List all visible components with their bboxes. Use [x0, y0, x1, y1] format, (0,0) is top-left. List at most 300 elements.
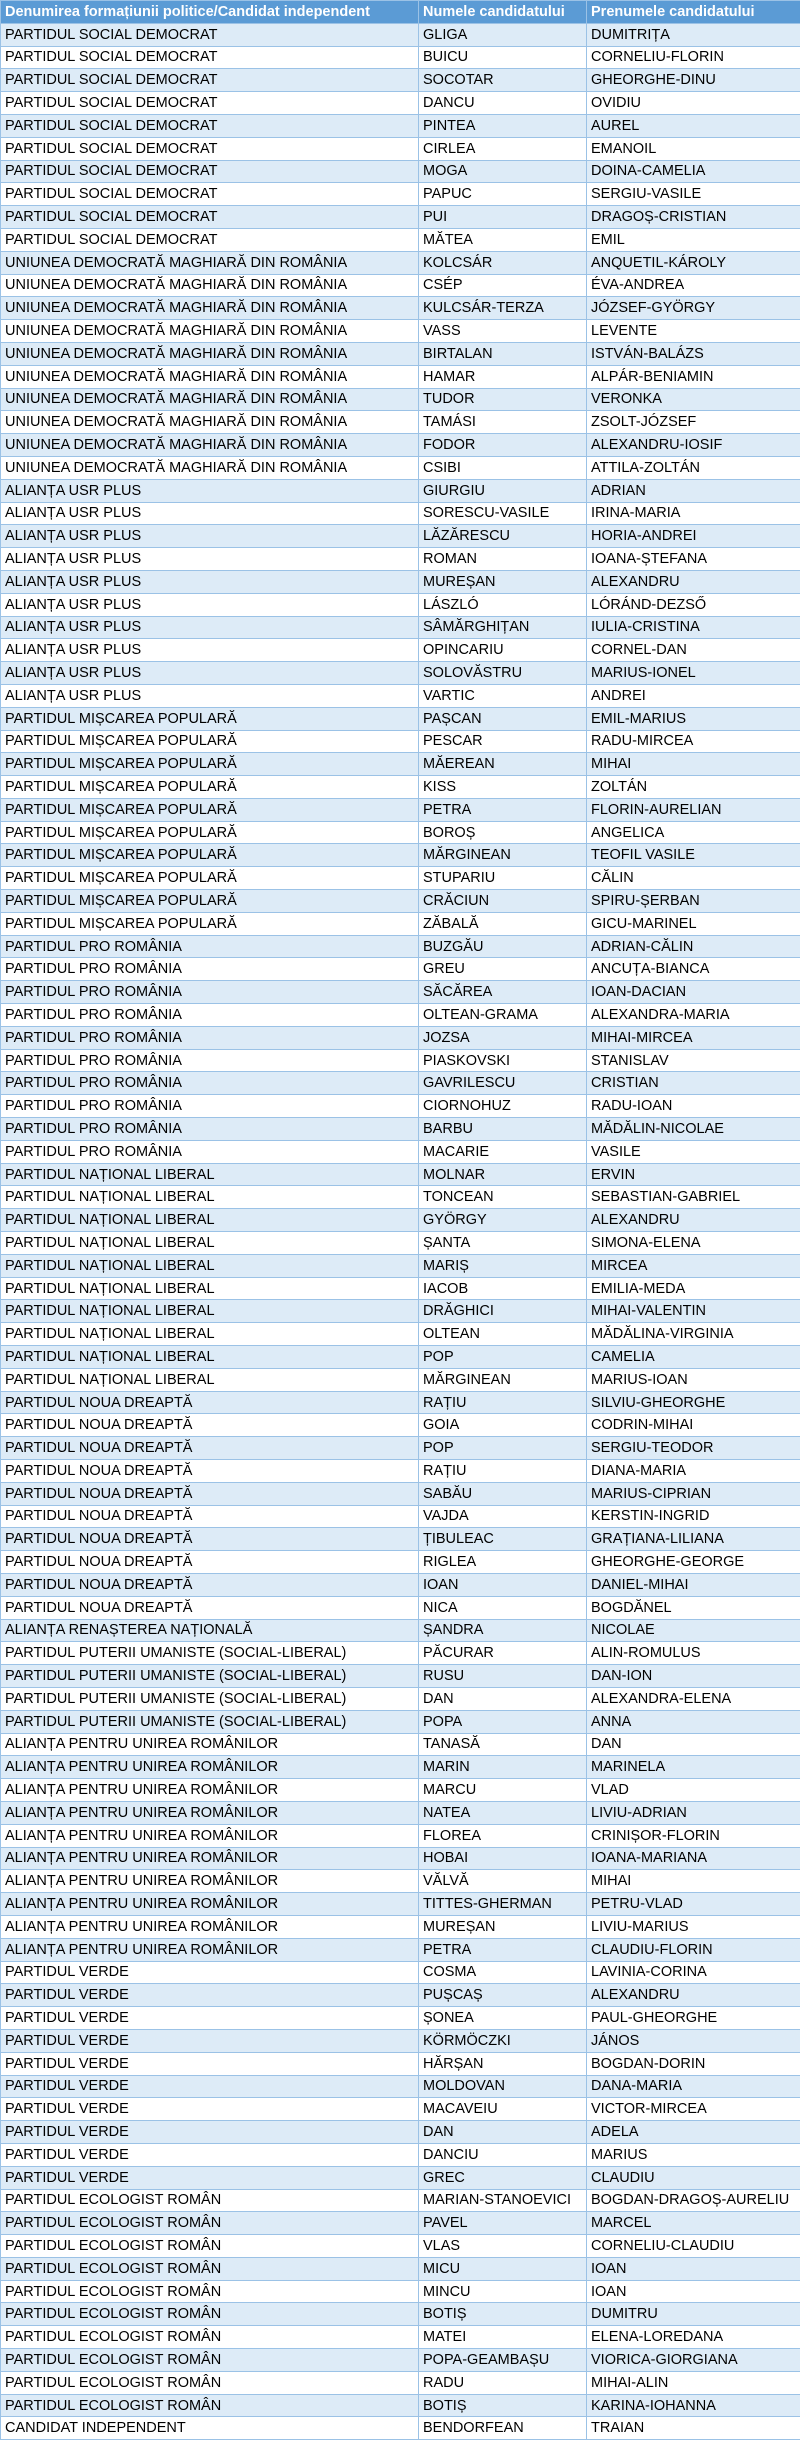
table-row	[1, 1893, 800, 1916]
cell-first-name: DANA-MARIA	[587, 2075, 800, 2098]
table-row	[1, 502, 800, 525]
cell-party: ALIANȚA PENTRU UNIREA ROMÂNILOR	[1, 1893, 419, 1916]
cell-first-name: ZOLTÁN	[587, 776, 800, 799]
cell-party: PARTIDUL NAȚIONAL LIBERAL	[1, 1346, 419, 1369]
table-row	[1, 1391, 800, 1414]
header-party: Denumirea formațiunii politice/Candidat independent	[1, 1, 419, 24]
cell-first-name: MARIUS-IONEL	[587, 662, 800, 685]
cell-last-name: FLOREA	[419, 1824, 587, 1847]
cell-first-name: BOGDAN-DORIN	[587, 2052, 800, 2075]
cell-first-name: ELENA-LOREDANA	[587, 2326, 800, 2349]
cell-party: PARTIDUL SOCIAL DEMOCRAT	[1, 92, 419, 115]
header-first-name: Prenumele candidatului	[587, 1, 800, 24]
cell-last-name: COSMA	[419, 1961, 587, 1984]
cell-last-name: MĂEREAN	[419, 753, 587, 776]
cell-last-name: VAJDA	[419, 1505, 587, 1528]
table-row	[1, 1049, 800, 1072]
cell-first-name: CĂLIN	[587, 867, 800, 890]
cell-first-name: RADU-MIRCEA	[587, 730, 800, 753]
table-row	[1, 981, 800, 1004]
table-row	[1, 411, 800, 434]
cell-party: PARTIDUL NOUA DREAPTĂ	[1, 1573, 419, 1596]
table-row	[1, 2371, 800, 2394]
table-row	[1, 935, 800, 958]
cell-first-name: SIMONA-ELENA	[587, 1232, 800, 1255]
table-row	[1, 1437, 800, 1460]
cell-party: ALIANȚA PENTRU UNIREA ROMÂNILOR	[1, 1733, 419, 1756]
cell-party: ALIANȚA USR PLUS	[1, 548, 419, 571]
cell-first-name: ISTVÁN-BALÁZS	[587, 342, 800, 365]
cell-first-name: MĂDĂLINA-VIRGINIA	[587, 1323, 800, 1346]
table-row	[1, 1026, 800, 1049]
table-row	[1, 1277, 800, 1300]
cell-last-name: GYÖRGY	[419, 1209, 587, 1232]
table-row	[1, 548, 800, 571]
cell-last-name: MUREȘAN	[419, 570, 587, 593]
cell-party: PARTIDUL MIȘCAREA POPULARĂ	[1, 707, 419, 730]
cell-last-name: VASS	[419, 320, 587, 343]
cell-last-name: VĂLVĂ	[419, 1870, 587, 1893]
cell-party: UNIUNEA DEMOCRATĂ MAGHIARĂ DIN ROMÂNIA	[1, 411, 419, 434]
table-row	[1, 2349, 800, 2372]
cell-party: UNIUNEA DEMOCRATĂ MAGHIARĂ DIN ROMÂNIA	[1, 388, 419, 411]
cell-last-name: IOAN	[419, 1573, 587, 1596]
table-row	[1, 206, 800, 229]
cell-party: PARTIDUL ECOLOGIST ROMÂN	[1, 2326, 419, 2349]
cell-first-name: ADELA	[587, 2121, 800, 2144]
cell-first-name: MIRCEA	[587, 1254, 800, 1277]
cell-last-name: RUSU	[419, 1665, 587, 1688]
table-row	[1, 593, 800, 616]
cell-first-name: HORIA-ANDREI	[587, 525, 800, 548]
cell-last-name: BOROȘ	[419, 821, 587, 844]
table-row	[1, 2029, 800, 2052]
cell-party: PARTIDUL ECOLOGIST ROMÂN	[1, 2212, 419, 2235]
cell-party: ALIANȚA PENTRU UNIREA ROMÂNILOR	[1, 1779, 419, 1802]
cell-first-name: CORNEL-DAN	[587, 639, 800, 662]
cell-first-name: TEOFIL VASILE	[587, 844, 800, 867]
cell-last-name: PIASKOVSKI	[419, 1049, 587, 1072]
table-row	[1, 388, 800, 411]
cell-first-name: ALIN-ROMULUS	[587, 1642, 800, 1665]
cell-party: ALIANȚA PENTRU UNIREA ROMÂNILOR	[1, 1938, 419, 1961]
cell-first-name: DANIEL-MIHAI	[587, 1573, 800, 1596]
table-row	[1, 912, 800, 935]
table-row	[1, 844, 800, 867]
table-row	[1, 570, 800, 593]
table-row	[1, 1642, 800, 1665]
cell-last-name: CSIBI	[419, 456, 587, 479]
table-row	[1, 958, 800, 981]
cell-party: PARTIDUL MIȘCAREA POPULARĂ	[1, 798, 419, 821]
cell-party: PARTIDUL SOCIAL DEMOCRAT	[1, 46, 419, 69]
cell-last-name: PAPUC	[419, 183, 587, 206]
cell-last-name: GREC	[419, 2166, 587, 2189]
cell-party: PARTIDUL NAȚIONAL LIBERAL	[1, 1254, 419, 1277]
cell-party: PARTIDUL PRO ROMÂNIA	[1, 1118, 419, 1141]
table-row	[1, 23, 800, 46]
table-row	[1, 1346, 800, 1369]
cell-last-name: TAMÁSI	[419, 411, 587, 434]
cell-last-name: SORESCU-VASILE	[419, 502, 587, 525]
cell-party: ALIANȚA PENTRU UNIREA ROMÂNILOR	[1, 1870, 419, 1893]
cell-last-name: DAN	[419, 1687, 587, 1710]
table-row	[1, 639, 800, 662]
cell-first-name: ALEXANDRU	[587, 1984, 800, 2007]
table-row	[1, 297, 800, 320]
cell-last-name: NICA	[419, 1596, 587, 1619]
cell-party: PARTIDUL NAȚIONAL LIBERAL	[1, 1163, 419, 1186]
table-row	[1, 867, 800, 890]
table-row	[1, 2235, 800, 2258]
cell-last-name: TANASĂ	[419, 1733, 587, 1756]
cell-last-name: KISS	[419, 776, 587, 799]
cell-party: PARTIDUL NOUA DREAPTĂ	[1, 1414, 419, 1437]
table-row	[1, 525, 800, 548]
cell-party: PARTIDUL VERDE	[1, 2052, 419, 2075]
table-row	[1, 1801, 800, 1824]
cell-last-name: FODOR	[419, 434, 587, 457]
cell-first-name: ADRIAN	[587, 479, 800, 502]
cell-party: UNIUNEA DEMOCRATĂ MAGHIARĂ DIN ROMÂNIA	[1, 297, 419, 320]
cell-first-name: IOANA-ȘTEFANA	[587, 548, 800, 571]
cell-party: PARTIDUL SOCIAL DEMOCRAT	[1, 206, 419, 229]
table-row	[1, 2326, 800, 2349]
cell-first-name: MARINELA	[587, 1756, 800, 1779]
cell-last-name: BENDORFEAN	[419, 2417, 587, 2440]
cell-party: PARTIDUL PRO ROMÂNIA	[1, 1072, 419, 1095]
table-row	[1, 2212, 800, 2235]
cell-first-name: CORNELIU-FLORIN	[587, 46, 800, 69]
cell-first-name: OVIDIU	[587, 92, 800, 115]
cell-last-name: POP	[419, 1437, 587, 1460]
cell-last-name: KOLCSÁR	[419, 251, 587, 274]
cell-first-name: VASILE	[587, 1140, 800, 1163]
table-row	[1, 2052, 800, 2075]
cell-party: ALIANȚA USR PLUS	[1, 525, 419, 548]
table-row	[1, 1756, 800, 1779]
cell-first-name: MARIUS	[587, 2143, 800, 2166]
cell-last-name: MUREȘAN	[419, 1915, 587, 1938]
cell-last-name: PUI	[419, 206, 587, 229]
cell-party: PARTIDUL NOUA DREAPTĂ	[1, 1391, 419, 1414]
cell-first-name: MARIUS-IOAN	[587, 1368, 800, 1391]
table-row	[1, 1209, 800, 1232]
cell-last-name: SOCOTAR	[419, 69, 587, 92]
table-row	[1, 798, 800, 821]
cell-last-name: MOLNAR	[419, 1163, 587, 1186]
cell-last-name: BUICU	[419, 46, 587, 69]
cell-first-name: LIVIU-MARIUS	[587, 1915, 800, 1938]
table-row	[1, 2098, 800, 2121]
cell-first-name: MIHAI-VALENTIN	[587, 1300, 800, 1323]
cell-first-name: ALEXANDRA-ELENA	[587, 1687, 800, 1710]
table-row	[1, 1619, 800, 1642]
table-row	[1, 160, 800, 183]
cell-party: PARTIDUL PRO ROMÂNIA	[1, 1026, 419, 1049]
table-row	[1, 1163, 800, 1186]
table-row	[1, 1938, 800, 1961]
cell-last-name: CIORNOHUZ	[419, 1095, 587, 1118]
cell-party: PARTIDUL MIȘCAREA POPULARĂ	[1, 867, 419, 890]
cell-party: PARTIDUL NOUA DREAPTĂ	[1, 1551, 419, 1574]
table-row	[1, 821, 800, 844]
cell-party: PARTIDUL PRO ROMÂNIA	[1, 981, 419, 1004]
cell-first-name: SEBASTIAN-GABRIEL	[587, 1186, 800, 1209]
cell-first-name: IULIA-CRISTINA	[587, 616, 800, 639]
cell-last-name: MOGA	[419, 160, 587, 183]
cell-party: PARTIDUL VERDE	[1, 2007, 419, 2030]
cell-party: PARTIDUL MIȘCAREA POPULARĂ	[1, 821, 419, 844]
cell-first-name: MĂDĂLIN-NICOLAE	[587, 1118, 800, 1141]
cell-last-name: PETRA	[419, 798, 587, 821]
cell-last-name: DAN	[419, 2121, 587, 2144]
table-row	[1, 251, 800, 274]
cell-first-name: CLAUDIU-FLORIN	[587, 1938, 800, 1961]
cell-first-name: MIHAI	[587, 1870, 800, 1893]
cell-last-name: MĂRGINEAN	[419, 844, 587, 867]
table-body	[1, 23, 800, 2439]
cell-last-name: STUPARIU	[419, 867, 587, 890]
cell-last-name: GIURGIU	[419, 479, 587, 502]
cell-party: PARTIDUL VERDE	[1, 2143, 419, 2166]
table-row	[1, 92, 800, 115]
cell-last-name: OLTEAN	[419, 1323, 587, 1346]
table-row	[1, 365, 800, 388]
table-row	[1, 46, 800, 69]
cell-first-name: IOANA-MARIANA	[587, 1847, 800, 1870]
cell-last-name: MARCU	[419, 1779, 587, 1802]
table-row	[1, 2007, 800, 2030]
cell-last-name: OLTEAN-GRAMA	[419, 1004, 587, 1027]
cell-party: PARTIDUL SOCIAL DEMOCRAT	[1, 114, 419, 137]
cell-first-name: BOGDĂNEL	[587, 1596, 800, 1619]
cell-last-name: PINTEA	[419, 114, 587, 137]
table-row	[1, 228, 800, 251]
cell-party: ALIANȚA USR PLUS	[1, 684, 419, 707]
cell-last-name: PĂCURAR	[419, 1642, 587, 1665]
cell-first-name: EMILIA-MEDA	[587, 1277, 800, 1300]
table-row	[1, 1824, 800, 1847]
cell-last-name: SOLOVĂSTRU	[419, 662, 587, 685]
cell-last-name: GREU	[419, 958, 587, 981]
table-row	[1, 1186, 800, 1209]
cell-first-name: KERSTIN-INGRID	[587, 1505, 800, 1528]
table-row	[1, 1482, 800, 1505]
table-row	[1, 2303, 800, 2326]
table-row	[1, 114, 800, 137]
cell-last-name: MINCU	[419, 2280, 587, 2303]
cell-first-name: GHEORGHE-GEORGE	[587, 1551, 800, 1574]
table-row	[1, 434, 800, 457]
table-row	[1, 1551, 800, 1574]
cell-first-name: RADU-IOAN	[587, 1095, 800, 1118]
cell-first-name: ALEXANDRU	[587, 570, 800, 593]
cell-first-name: DAN	[587, 1733, 800, 1756]
cell-first-name: STANISLAV	[587, 1049, 800, 1072]
cell-last-name: PETRA	[419, 1938, 587, 1961]
cell-first-name: ANDREI	[587, 684, 800, 707]
cell-last-name: MARIN	[419, 1756, 587, 1779]
cell-first-name: CRINIȘOR-FLORIN	[587, 1824, 800, 1847]
table-row	[1, 1254, 800, 1277]
cell-last-name: MĂRGINEAN	[419, 1368, 587, 1391]
cell-first-name: MIHAI-MIRCEA	[587, 1026, 800, 1049]
table-row	[1, 1573, 800, 1596]
cell-party: ALIANȚA PENTRU UNIREA ROMÂNILOR	[1, 1801, 419, 1824]
cell-first-name: PAUL-GHEORGHE	[587, 2007, 800, 2030]
cell-last-name: CRĂCIUN	[419, 890, 587, 913]
cell-last-name: GLIGA	[419, 23, 587, 46]
cell-first-name: VLAD	[587, 1779, 800, 1802]
header-row	[1, 1, 800, 24]
cell-first-name: PETRU-VLAD	[587, 1893, 800, 1916]
cell-last-name: KÖRMÖCZKI	[419, 2029, 587, 2052]
cell-party: ALIANȚA USR PLUS	[1, 662, 419, 685]
table-row	[1, 1072, 800, 1095]
cell-first-name: GRAȚIANA-LILIANA	[587, 1528, 800, 1551]
table-row	[1, 342, 800, 365]
cell-first-name: ALEXANDRA-MARIA	[587, 1004, 800, 1027]
cell-last-name: MACAVEIU	[419, 2098, 587, 2121]
table-row	[1, 69, 800, 92]
cell-party: PARTIDUL ECOLOGIST ROMÂN	[1, 2394, 419, 2417]
cell-party: ALIANȚA PENTRU UNIREA ROMÂNILOR	[1, 1847, 419, 1870]
cell-last-name: RAȚIU	[419, 1460, 587, 1483]
cell-last-name: PAVEL	[419, 2212, 587, 2235]
cell-party: PARTIDUL SOCIAL DEMOCRAT	[1, 137, 419, 160]
cell-first-name: EMANOIL	[587, 137, 800, 160]
cell-party: PARTIDUL PRO ROMÂNIA	[1, 1140, 419, 1163]
cell-party: PARTIDUL MIȘCAREA POPULARĂ	[1, 730, 419, 753]
cell-party: ALIANȚA USR PLUS	[1, 616, 419, 639]
cell-party: PARTIDUL ECOLOGIST ROMÂN	[1, 2257, 419, 2280]
cell-party: PARTIDUL NAȚIONAL LIBERAL	[1, 1209, 419, 1232]
cell-last-name: DRĂGHICI	[419, 1300, 587, 1323]
cell-first-name: JÁNOS	[587, 2029, 800, 2052]
cell-party: UNIUNEA DEMOCRATĂ MAGHIARĂ DIN ROMÂNIA	[1, 342, 419, 365]
cell-first-name: SILVIU-GHEORGHE	[587, 1391, 800, 1414]
cell-party: PARTIDUL VERDE	[1, 1984, 419, 2007]
cell-first-name: CLAUDIU	[587, 2166, 800, 2189]
cell-party: PARTIDUL MIȘCAREA POPULARĂ	[1, 912, 419, 935]
cell-party: UNIUNEA DEMOCRATĂ MAGHIARĂ DIN ROMÂNIA	[1, 365, 419, 388]
cell-first-name: CODRIN-MIHAI	[587, 1414, 800, 1437]
cell-first-name: ZSOLT-JÓZSEF	[587, 411, 800, 434]
cell-first-name: FLORIN-AURELIAN	[587, 798, 800, 821]
cell-last-name: MOLDOVAN	[419, 2075, 587, 2098]
table-row	[1, 1323, 800, 1346]
cell-party: PARTIDUL VERDE	[1, 2121, 419, 2144]
table-row	[1, 616, 800, 639]
cell-first-name: VICTOR-MIRCEA	[587, 2098, 800, 2121]
cell-last-name: RAȚIU	[419, 1391, 587, 1414]
table-row	[1, 1140, 800, 1163]
table-row	[1, 1665, 800, 1688]
table-row	[1, 1528, 800, 1551]
cell-first-name: ALEXANDRU-IOSIF	[587, 434, 800, 457]
cell-last-name: OPINCARIU	[419, 639, 587, 662]
cell-first-name: MIHAI	[587, 753, 800, 776]
cell-last-name: LÁSZLÓ	[419, 593, 587, 616]
cell-first-name: ALEXANDRU	[587, 1209, 800, 1232]
cell-party: CANDIDAT INDEPENDENT	[1, 2417, 419, 2440]
cell-first-name: AUREL	[587, 114, 800, 137]
cell-party: UNIUNEA DEMOCRATĂ MAGHIARĂ DIN ROMÂNIA	[1, 434, 419, 457]
table-row	[1, 753, 800, 776]
cell-party: PARTIDUL PUTERII UMANISTE (SOCIAL-LIBERAL)	[1, 1687, 419, 1710]
cell-last-name: RADU	[419, 2371, 587, 2394]
cell-first-name: LÓRÁND-DEZSŐ	[587, 593, 800, 616]
cell-last-name: ȘONEA	[419, 2007, 587, 2030]
cell-party: PARTIDUL PUTERII UMANISTE (SOCIAL-LIBERAL)	[1, 1710, 419, 1733]
cell-party: PARTIDUL NAȚIONAL LIBERAL	[1, 1368, 419, 1391]
table-row	[1, 1232, 800, 1255]
table-row	[1, 1915, 800, 1938]
cell-party: PARTIDUL PRO ROMÂNIA	[1, 1095, 419, 1118]
cell-first-name: ANCUȚA-BIANCA	[587, 958, 800, 981]
table-row	[1, 2189, 800, 2212]
cell-last-name: GOIA	[419, 1414, 587, 1437]
table-row	[1, 183, 800, 206]
table-row	[1, 2166, 800, 2189]
cell-party: PARTIDUL NAȚIONAL LIBERAL	[1, 1323, 419, 1346]
table-row	[1, 1779, 800, 1802]
cell-first-name: ATTILA-ZOLTÁN	[587, 456, 800, 479]
cell-last-name: RIGLEA	[419, 1551, 587, 1574]
table-row	[1, 1095, 800, 1118]
cell-first-name: CAMELIA	[587, 1346, 800, 1369]
cell-party: ALIANȚA USR PLUS	[1, 570, 419, 593]
table-row	[1, 1710, 800, 1733]
cell-first-name: VIORICA-GIORGIANA	[587, 2349, 800, 2372]
cell-last-name: SÂMĂRGHIȚAN	[419, 616, 587, 639]
cell-party: ALIANȚA USR PLUS	[1, 502, 419, 525]
cell-party: PARTIDUL VERDE	[1, 2166, 419, 2189]
cell-last-name: BOTIȘ	[419, 2303, 587, 2326]
table-row	[1, 320, 800, 343]
cell-first-name: MARCEL	[587, 2212, 800, 2235]
cell-first-name: NICOLAE	[587, 1619, 800, 1642]
cell-party: PARTIDUL ECOLOGIST ROMÂN	[1, 2280, 419, 2303]
cell-last-name: ROMAN	[419, 548, 587, 571]
cell-last-name: PAȘCAN	[419, 707, 587, 730]
cell-party: PARTIDUL PRO ROMÂNIA	[1, 1049, 419, 1072]
cell-party: UNIUNEA DEMOCRATĂ MAGHIARĂ DIN ROMÂNIA	[1, 320, 419, 343]
cell-party: PARTIDUL NAȚIONAL LIBERAL	[1, 1277, 419, 1300]
cell-party: PARTIDUL PUTERII UMANISTE (SOCIAL-LIBERAL)	[1, 1665, 419, 1688]
cell-last-name: BOTIȘ	[419, 2394, 587, 2417]
cell-party: PARTIDUL PRO ROMÂNIA	[1, 1004, 419, 1027]
cell-party: PARTIDUL SOCIAL DEMOCRAT	[1, 228, 419, 251]
cell-first-name: ÉVA-ANDREA	[587, 274, 800, 297]
cell-first-name: CORNELIU-CLAUDIU	[587, 2235, 800, 2258]
cell-first-name: MIHAI-ALIN	[587, 2371, 800, 2394]
table-row	[1, 1733, 800, 1756]
cell-party: PARTIDUL ECOLOGIST ROMÂN	[1, 2303, 419, 2326]
cell-first-name: MARIUS-CIPRIAN	[587, 1482, 800, 1505]
cell-first-name: JÓZSEF-GYÖRGY	[587, 297, 800, 320]
cell-last-name: TUDOR	[419, 388, 587, 411]
cell-party: UNIUNEA DEMOCRATĂ MAGHIARĂ DIN ROMÂNIA	[1, 251, 419, 274]
cell-party: PARTIDUL NOUA DREAPTĂ	[1, 1528, 419, 1551]
cell-party: PARTIDUL PRO ROMÂNIA	[1, 958, 419, 981]
table-row	[1, 1414, 800, 1437]
cell-first-name: EMIL	[587, 228, 800, 251]
cell-party: PARTIDUL NOUA DREAPTĂ	[1, 1482, 419, 1505]
table-row	[1, 1460, 800, 1483]
cell-first-name: IOAN	[587, 2280, 800, 2303]
